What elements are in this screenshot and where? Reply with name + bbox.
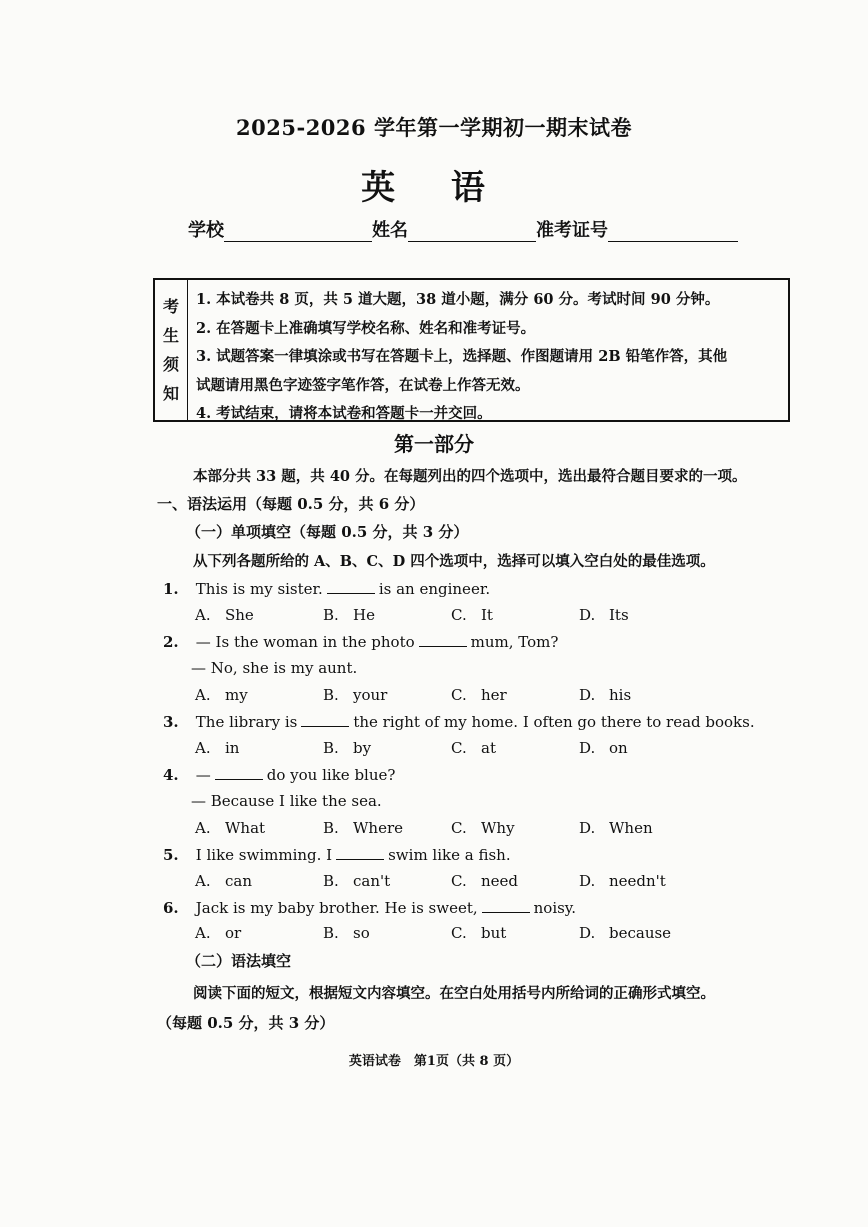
subsection-score: （每题 0.5 分，共 3 分）	[157, 1014, 335, 1032]
option-d[interactable]: D. Its	[579, 606, 629, 624]
subject-title: 英 语	[361, 168, 507, 208]
answer-blank[interactable]	[301, 712, 349, 727]
question-4	[163, 765, 395, 784]
question-2-options	[195, 686, 707, 704]
option-b[interactable]: B. by	[323, 739, 372, 757]
answer-blank[interactable]	[419, 632, 467, 647]
option-c[interactable]: C. but	[451, 924, 507, 942]
question-4-reply: — Because I like the sea.	[191, 792, 382, 810]
name-field	[372, 216, 536, 242]
question-text: the right of my home. I often go there to read books.	[353, 713, 755, 731]
question-number: 5.	[163, 846, 179, 864]
notice-body	[188, 280, 788, 420]
option-d[interactable]: D. his	[579, 686, 632, 704]
school-field	[188, 216, 372, 242]
school-label: 学校	[188, 220, 224, 241]
option-d[interactable]: D. needn't	[579, 872, 666, 890]
option-c[interactable]: C. It	[451, 606, 493, 624]
notice-item: 2. 在答题卡上准确填写学校名称、姓名和准考证号。	[196, 319, 536, 337]
question-2	[163, 632, 558, 651]
candidate-notice-box	[153, 278, 790, 422]
question-text: —	[195, 766, 211, 784]
notice-label-char: 须	[162, 355, 179, 374]
subsection-instruction: 阅读下面的短文，根据短文内容填空。在空白处用括号内所给词的正确形式填空。	[193, 985, 715, 1002]
question-text: noisy.	[533, 899, 577, 917]
question-text: This is my sister.	[195, 580, 323, 598]
subsection-instruction: 从下列各题所给的 A、B、C、D 四个选项中，选择可以填入空白处的最佳选项。	[193, 553, 715, 570]
option-a[interactable]: A. can	[195, 872, 253, 890]
option-b[interactable]: B. your	[323, 686, 388, 704]
notice-label-char: 知	[162, 384, 179, 403]
question-2-reply: — No, she is my aunt.	[191, 659, 358, 677]
exam-id-label: 准考证号	[536, 220, 608, 241]
notice-label-char: 生	[162, 326, 179, 345]
notice-item: 1. 本试卷共 8 页，共 5 道大题，38 道小题，满分 60 分。考试时间 90 分钟。	[196, 291, 720, 308]
question-text: mum, Tom?	[470, 633, 559, 651]
option-b[interactable]: B. so	[323, 924, 370, 942]
subsection-heading: （二）语法填空	[186, 952, 292, 970]
question-number: 1.	[163, 580, 179, 598]
question-text: swim like a fish.	[388, 846, 511, 864]
option-a[interactable]: A. What	[195, 819, 266, 837]
question-6	[163, 898, 576, 917]
option-a[interactable]: A. in	[195, 739, 240, 757]
option-c[interactable]: C. her	[451, 686, 507, 704]
name-blank[interactable]	[408, 223, 536, 242]
part-title: 第一部分	[394, 432, 474, 456]
option-a[interactable]: A. my	[195, 686, 248, 704]
school-blank[interactable]	[224, 223, 372, 242]
notice-label	[155, 280, 188, 420]
question-text: Jack is my baby brother. He is sweet,	[195, 899, 478, 917]
exam-id-blank[interactable]	[608, 223, 738, 242]
option-b[interactable]: B. He	[323, 606, 375, 624]
page-footer: 英语试卷 第1页（共 8 页）	[348, 1054, 520, 1069]
student-info-row	[188, 216, 778, 242]
option-d[interactable]: D. on	[579, 739, 628, 757]
question-5-options	[195, 872, 707, 890]
option-a[interactable]: A. She	[195, 606, 254, 624]
section-heading: 一、语法运用（每题 0.5 分，共 6 分）	[157, 495, 425, 513]
part-intro: 本部分共 33 题，共 40 分。在每题列出的四个选项中，选出最符合题目要求的一项。	[193, 468, 747, 485]
answer-blank[interactable]	[482, 898, 530, 913]
option-c[interactable]: C. Why	[451, 819, 515, 837]
question-number: 4.	[163, 766, 179, 784]
question-text: is an engineer.	[378, 580, 491, 598]
question-number: 6.	[163, 899, 179, 917]
name-label: 姓名	[372, 220, 408, 241]
option-b[interactable]: B. can't	[323, 872, 391, 890]
question-1-options	[195, 606, 707, 624]
exam-title: 2025-2026 学年第一学期初一期末试卷	[236, 115, 632, 140]
question-number: 3.	[163, 713, 179, 731]
notice-item: 试题请用黑色字迹签字笔作答，在试卷上作答无效。	[196, 376, 530, 394]
notice-label-char: 考	[162, 297, 179, 316]
question-text: — Is the woman in the photo	[195, 633, 415, 651]
notice-item: 3. 试题答案一律填涂或书写在答题卡上，选择题、作图题请用 2B 铅笔作答，其他	[196, 348, 728, 365]
question-text: The library is	[195, 713, 298, 731]
option-a[interactable]: A. or	[195, 924, 242, 942]
question-3-options	[195, 739, 707, 757]
answer-blank[interactable]	[327, 579, 375, 594]
question-number: 2.	[163, 633, 179, 651]
notice-item: 4. 考试结束，请将本试卷和答题卡一并交回。	[196, 405, 492, 422]
question-text: do you like blue?	[266, 766, 396, 784]
exam-id-field	[536, 216, 738, 242]
option-d[interactable]: D. When	[579, 819, 653, 837]
option-c[interactable]: C. need	[451, 872, 519, 890]
question-text: I like swimming. I	[195, 846, 333, 864]
question-4-options	[195, 819, 707, 837]
question-5	[163, 845, 511, 864]
answer-blank[interactable]	[215, 765, 263, 780]
answer-blank[interactable]	[336, 845, 384, 860]
question-6-options	[195, 924, 707, 942]
question-3	[163, 712, 755, 731]
option-c[interactable]: C. at	[451, 739, 496, 757]
question-1	[163, 579, 490, 598]
option-d[interactable]: D. because	[579, 924, 672, 942]
option-b[interactable]: B. Where	[323, 819, 404, 837]
subsection-heading: （一）单项填空（每题 0.5 分，共 3 分）	[186, 523, 469, 541]
